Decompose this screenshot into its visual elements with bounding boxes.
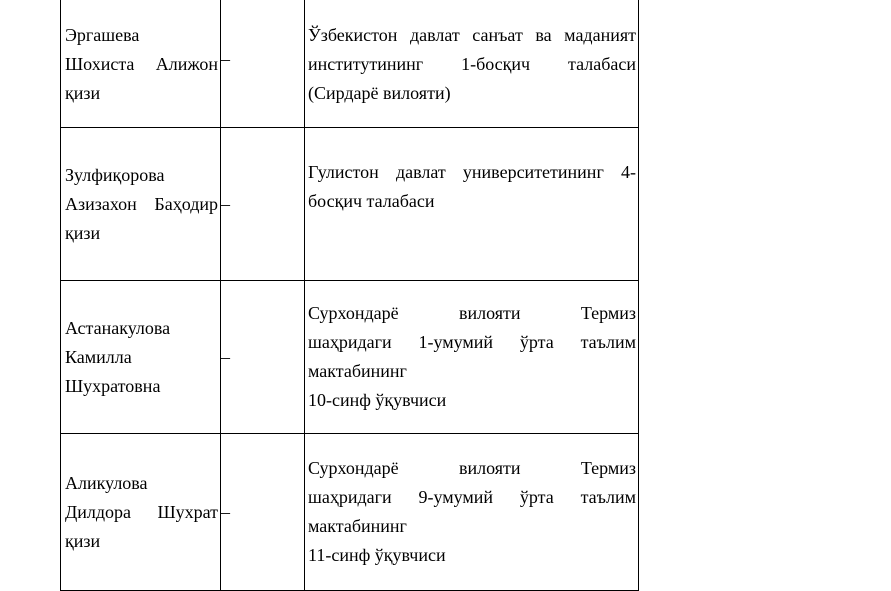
name-line: Эргашева: [65, 24, 140, 45]
description-line: мактабининг: [308, 516, 407, 536]
name-line: қизи: [65, 222, 101, 243]
dash-cell: –: [221, 128, 305, 281]
dash-cell: –: [221, 281, 305, 434]
description-line: Сурхондарё вилояти Термиз: [308, 303, 636, 323]
name-line: Аликулова: [65, 472, 148, 493]
person-name-cell: [61, 0, 221, 128]
description-line: босқич талабаси: [308, 191, 435, 211]
name-line: Астанакулова: [65, 317, 171, 338]
table-row: [61, 281, 639, 434]
name-line: Зулфиқорова: [65, 164, 165, 185]
description-line: Гулистон давлат университетининг 4-: [308, 162, 636, 182]
dash-cell: –: [221, 434, 305, 591]
name-line: қизи: [65, 530, 101, 551]
description-line: шаҳридаги 1-умумий ўрта таълим: [308, 332, 636, 352]
description-line: Ўзбекистон давлат санъат ва маданият: [308, 24, 636, 45]
name-line: Шохиста Алижон: [65, 53, 218, 74]
description-line: мактабининг: [308, 361, 407, 381]
person-name-cell: [61, 434, 221, 591]
name-line: Азизахон Баҳодир: [65, 193, 218, 214]
description-line: институтининг 1-босқич талабаси: [308, 53, 636, 74]
description-line: Сурхондарё вилояти Термиз: [308, 458, 636, 478]
person-name-cell: [61, 281, 221, 434]
description-line: 11-синф ўқувчиси: [308, 545, 446, 565]
dash-cell: –: [221, 0, 305, 128]
table-row: [61, 434, 639, 591]
description-line: 10-синф ўқувчиси: [308, 390, 447, 410]
description-cell: [305, 434, 639, 591]
table-row: [61, 0, 639, 128]
description-cell: [305, 281, 639, 434]
recipients-table: [60, 0, 639, 591]
description-line: (Сирдарё вилояти): [308, 82, 451, 103]
description-line: шаҳридаги 9-умумий ўрта таълим: [308, 487, 636, 507]
name-line: Камилла: [65, 346, 132, 367]
name-line: қизи: [65, 82, 101, 103]
description-cell: [305, 0, 639, 128]
name-line: Дилдора Шухрат: [65, 501, 218, 522]
person-name-cell: [61, 128, 221, 281]
description-cell: [305, 128, 639, 281]
name-line: Шухратовна: [65, 375, 161, 396]
table-row: [61, 128, 639, 281]
